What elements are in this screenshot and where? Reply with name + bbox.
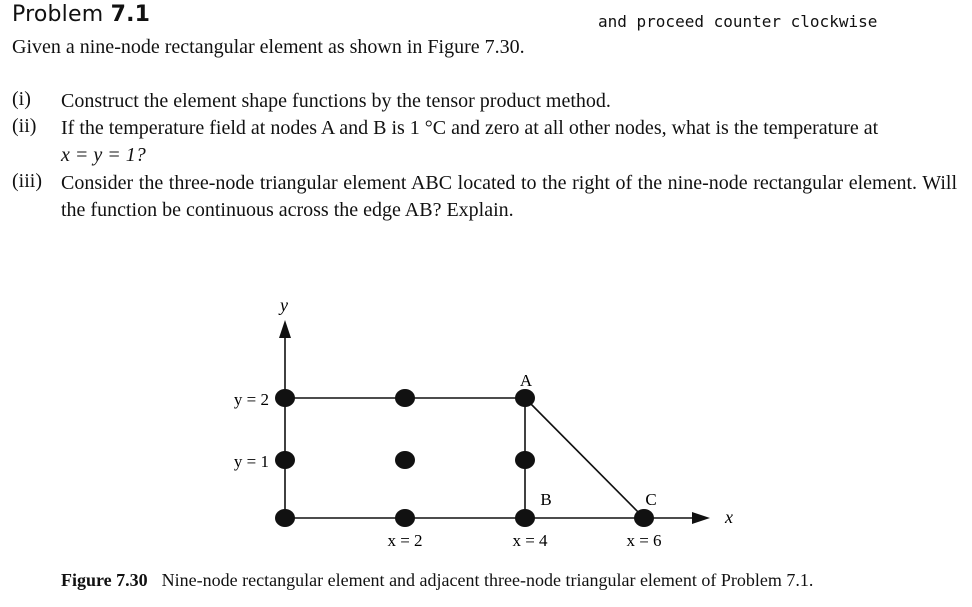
node-C — [634, 509, 654, 527]
node-0-1 — [275, 451, 295, 469]
node-0-2 — [275, 389, 295, 407]
item-text-line-2: x = y = 1? — [61, 144, 146, 166]
x-tick-label: x = 2 — [387, 531, 423, 550]
node-0-0 — [275, 509, 295, 527]
figure-caption — [61, 570, 813, 591]
problem-label: Problem — [12, 2, 104, 27]
item-marker: (iii) — [12, 170, 42, 192]
y-tick-label: y = 2 — [233, 390, 269, 409]
node-label-C: C — [645, 490, 657, 509]
y-axis-arrow — [279, 320, 291, 338]
node-2-0 — [395, 509, 415, 527]
x-axis-label: x — [725, 507, 733, 527]
node-2-2 — [395, 389, 415, 407]
node-2-1 — [395, 451, 415, 469]
node-A — [515, 389, 535, 407]
caption-label: Figure 7.30 — [61, 570, 148, 590]
caption-text: Nine-node rectangular element and adjacent three-node triangular element of Problem 7.1. — [161, 570, 814, 590]
item-text: Construct the element shape functions by the tensor product method. — [61, 90, 611, 112]
y-tick-label: y = 1 — [233, 452, 269, 471]
item-marker: (ii) — [12, 115, 37, 137]
x-tick-label: x = 6 — [626, 531, 662, 550]
node-label-A: A — [519, 371, 533, 390]
x-axis-arrow — [692, 512, 710, 524]
node-label-B: B — [540, 490, 552, 509]
top-note: and proceed counter clockwise — [598, 12, 878, 31]
item-text-line-1: If the temperature field at nodes A and B is 1 °C and zero at all other nodes, what is the temperature at — [61, 117, 879, 139]
y-axis-label: y — [280, 295, 288, 315]
x-tick-label: x = 4 — [512, 531, 548, 550]
intro-text: Given a nine-node rectangular element as shown in Figure 7.30. — [12, 36, 525, 58]
problem-number: 7.1 — [110, 2, 151, 27]
item-marker: (i) — [12, 88, 31, 110]
item-text: Consider the three-node triangular element ABC located to the right of the nine-node rectangular element. Will the function be continuous across the edge AB? Explain. — [61, 172, 957, 221]
node-B — [515, 451, 535, 469]
node-4-0 — [515, 509, 535, 527]
